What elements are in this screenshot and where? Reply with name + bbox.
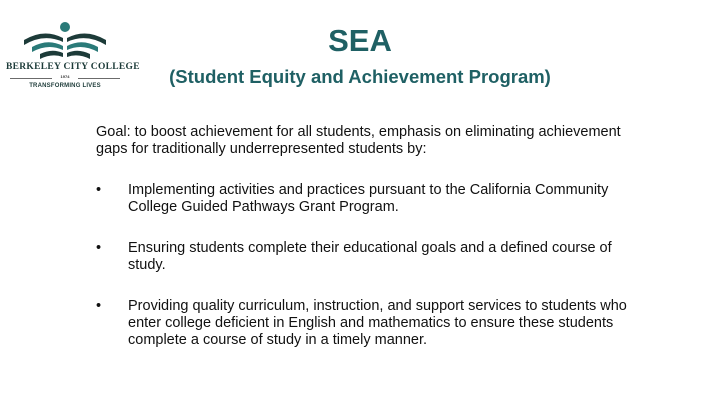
bullet-item — [96, 240, 636, 274]
bullet-marker: • — [96, 298, 102, 314]
open-book-icon — [20, 18, 110, 60]
college-logo — [6, 18, 140, 94]
logo-established: 1974 — [60, 74, 70, 79]
logo-tagline: TRANSFORMING LIVES — [29, 83, 101, 89]
bullet-item — [96, 298, 636, 349]
bullet-marker: • — [96, 240, 102, 256]
bullet-list — [96, 182, 636, 373]
bullet-marker: • — [96, 182, 102, 198]
logo-college-name: BERKELEY CITY COLLEGE — [6, 62, 140, 72]
page-subtitle: (Student Equity and Achievement Program) — [169, 66, 551, 87]
bullet-text: Providing quality curriculum, instruction, and support services to students who enter college deficient in English and mathematics to ensure these students complete a course of study in a timely manner. — [128, 298, 627, 348]
page-title: SEA — [328, 23, 392, 58]
bullet-item — [96, 182, 636, 216]
goal-statement: Goal: to boost achievement for all students, emphasis on eliminating achievement gaps for traditionally underrepresented students by: — [96, 124, 621, 157]
bullet-text: Ensuring students complete their educational goals and a defined course of study. — [128, 240, 612, 273]
bullet-text: Implementing activities and practices pursuant to the California Community College Guided Pathways Grant Program. — [128, 182, 609, 215]
